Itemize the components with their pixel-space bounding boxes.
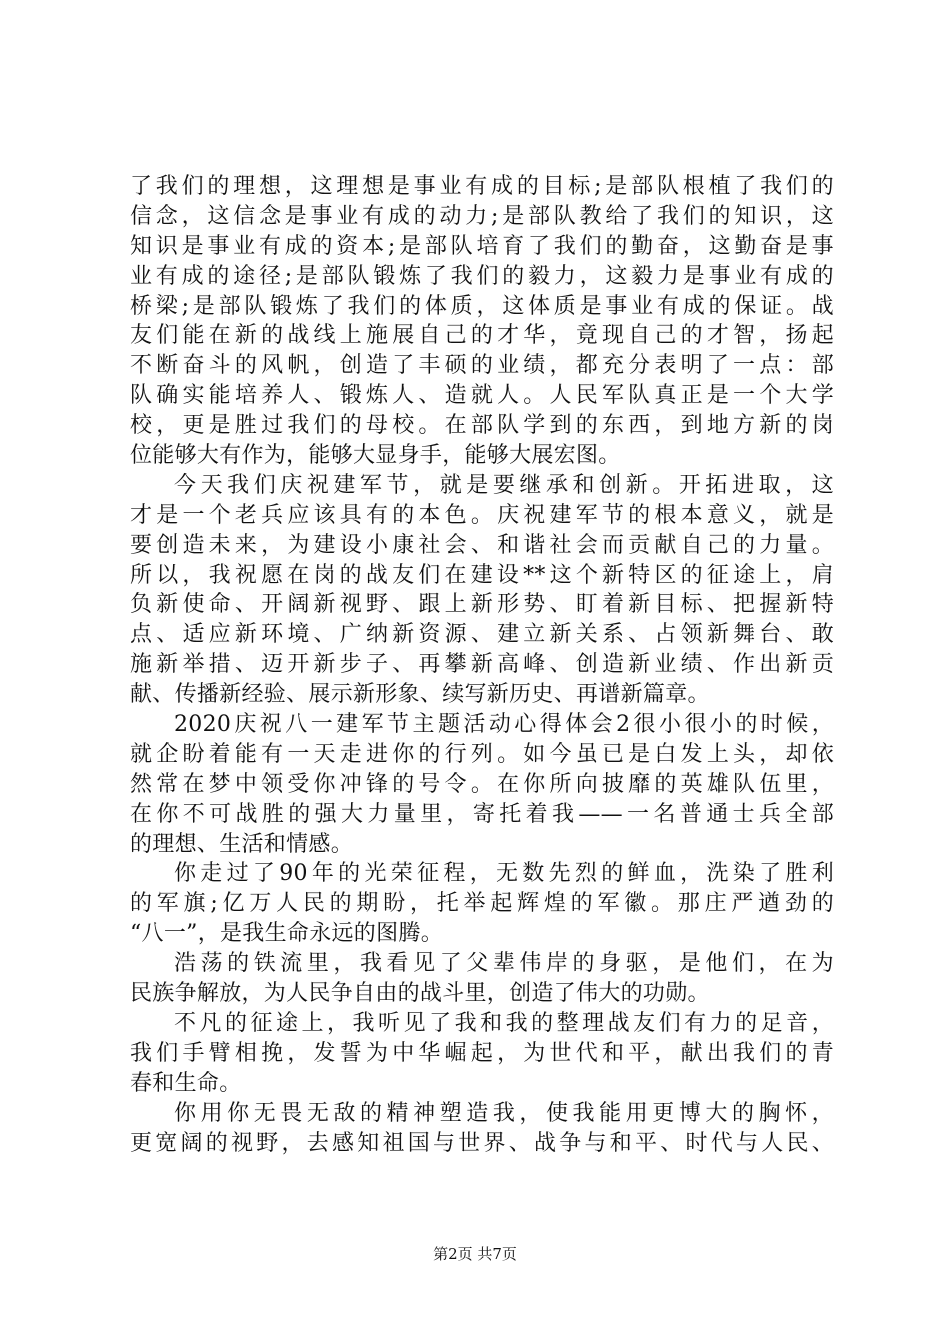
text-line: 才是一个老兵应该具有的本色。庆祝建军节的根本意义，就是 [130, 502, 834, 528]
text-line: 队确实能培养人、锻炼人、造就人。人民军队真正是一个大学 [130, 383, 834, 409]
text-line: 点、适应新环境、广纳新资源、建立新关系、占领新舞台、敢 [130, 622, 834, 648]
text-line: 的理想、生活和情感。 [130, 831, 354, 857]
text-line: 不断奋斗的风帆，创造了丰硕的业绩，都充分表明了一点：部 [130, 353, 834, 379]
text-line: 所以，我祝愿在岗的战友们在建设**这个新特区的征途上，肩 [130, 562, 834, 588]
text-line: 的军旗;亿万人民的期盼，托举起辉煌的军徽。那庄严遒劲的 [130, 891, 834, 917]
text-line: 更宽阔的视野，去感知祖国与世界、战争与和平、时代与人民、 [130, 1130, 834, 1156]
text-line: “八一”，是我生命永远的图腾。 [130, 921, 443, 947]
text-line: 今天我们庆祝建军节，就是要继承和创新。开拓进取，这 [174, 472, 834, 498]
text-line: 浩荡的铁流里，我看见了父辈伟岸的身驱，是他们，在为 [174, 951, 834, 977]
text-line: 知识是事业有成的资本;是部队培育了我们的勤奋，这勤奋是事 [130, 233, 834, 259]
text-line: 在你不可战胜的强大力量里，寄托着我——一名普通士兵全部 [130, 801, 834, 827]
text-line: 负新使命、开阔新视野、跟上新形势、盯着新目标、把握新特 [130, 592, 834, 618]
text-line: 施新举措、迈开新步子、再攀新高峰、创造新业绩、作出新贡 [130, 652, 834, 678]
text-line: 校，更是胜过我们的母校。在部队学到的东西，到地方新的岗 [130, 413, 834, 439]
text-line: 不凡的征途上，我听见了我和我的整理战友们有力的足音， [174, 1010, 834, 1036]
text-line: 2020庆祝八一建军节主题活动心得体会2很小很小的时候， [174, 712, 834, 738]
text-line: 桥梁;是部队锻炼了我们的体质，这体质是事业有成的保证。战 [130, 293, 834, 319]
text-line: 信念，这信念是事业有成的动力;是部队教给了我们的知识，这 [130, 203, 834, 229]
text-line: 友们能在新的战线上施展自己的才华，竟现自己的才智，扬起 [130, 323, 834, 349]
text-line: 然常在梦中领受你冲锋的号令。在你所向披靡的英雄队伍里， [130, 771, 834, 797]
text-line: 我们手臂相挽，发誓为中华崛起，为世代和平，献出我们的青 [130, 1040, 834, 1066]
text-line: 你走过了90年的光荣征程，无数先烈的鲜血，洗染了胜利 [174, 861, 834, 887]
text-line: 春和生命。 [130, 1070, 242, 1096]
text-line: 民族争解放，为人民争自由的战斗里，创造了伟大的功勋。 [130, 981, 710, 1007]
text-line: 要创造未来，为建设小康社会、和谐社会而贡献自己的力量。 [130, 532, 834, 558]
body-text [130, 172, 834, 1158]
text-line: 你用你无畏无敌的精神塑造我，使我能用更博大的胸怀， [174, 1100, 834, 1126]
text-line: 献、传播新经验、展示新形象、续写新历史、再谱新篇章。 [130, 682, 710, 708]
text-line: 就企盼着能有一天走进你的行列。如今虽已是白发上头，却依 [130, 741, 834, 767]
text-line: 业有成的途径;是部队锻炼了我们的毅力，这毅力是事业有成的 [130, 263, 834, 289]
text-line: 位能够大有作为，能够大显身手，能够大展宏图。 [130, 443, 621, 469]
text-line: 了我们的理想，这理想是事业有成的目标;是部队根植了我们的 [130, 174, 834, 199]
page-footer: 第2页 共7页 [433, 1245, 517, 1263]
